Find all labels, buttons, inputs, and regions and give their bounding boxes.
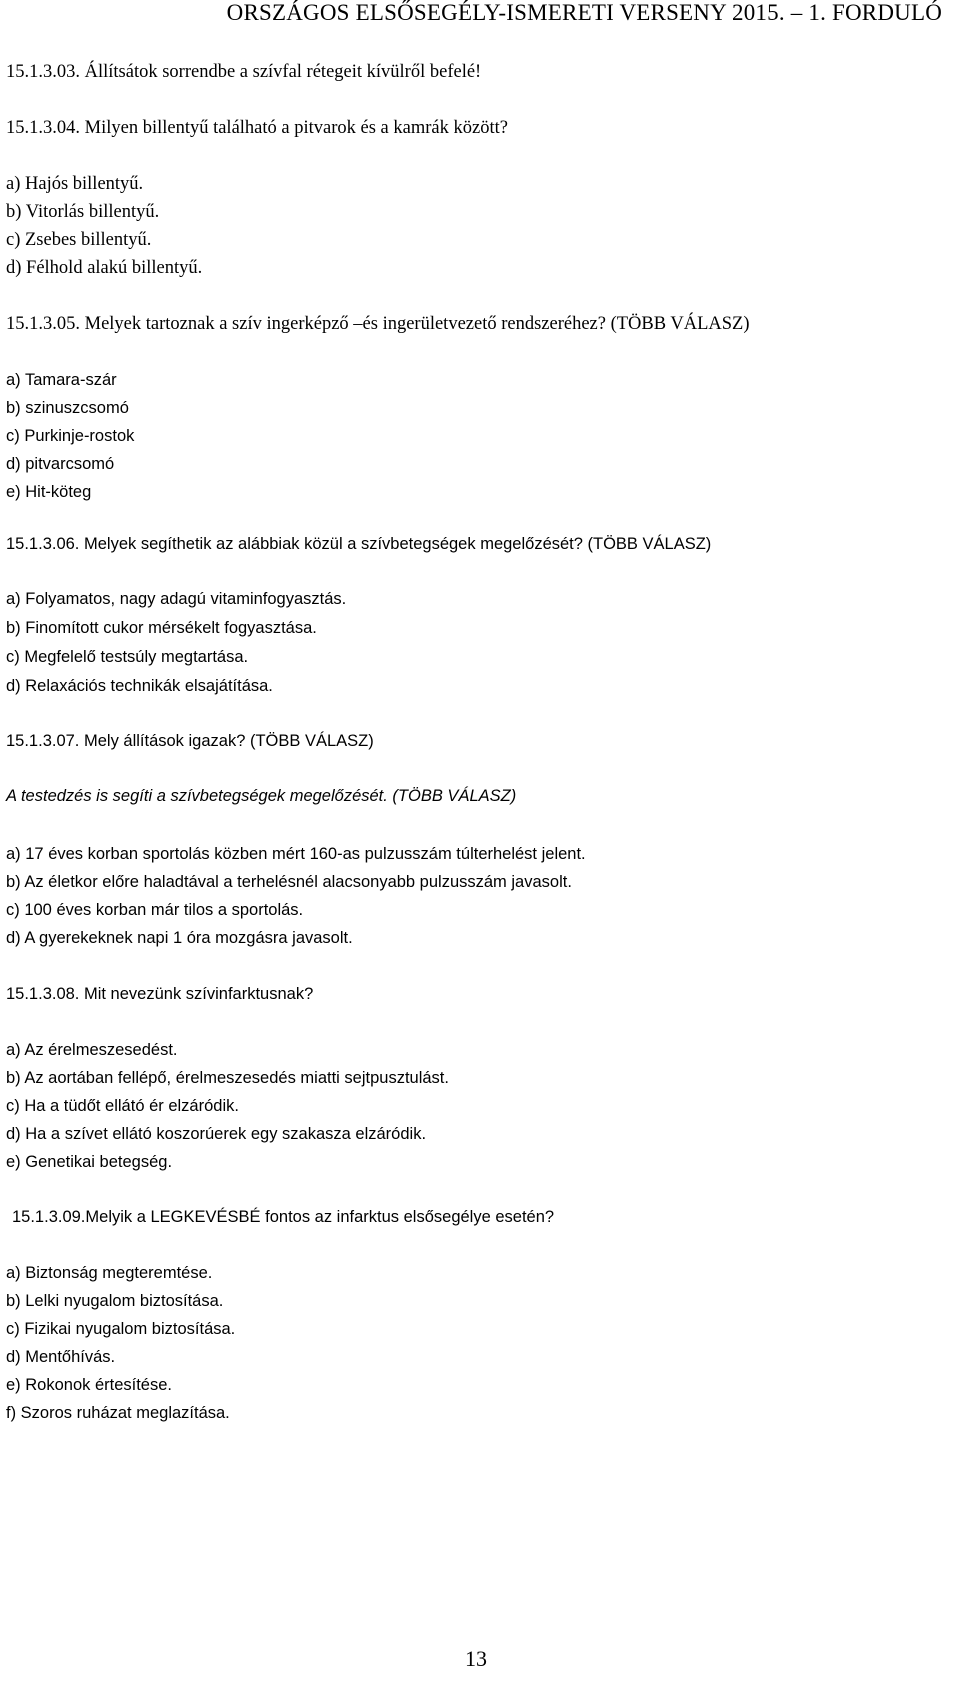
option-06-d: d) Relaxációs technikák elsajátítása. [6, 677, 273, 695]
document-header: ORSZÁGOS ELSŐSEGÉLY-ISMERETI VERSENY 2015. – 1. FORDULÓ [226, 0, 942, 25]
page-number-text: 13 [465, 1646, 487, 1671]
question-07: 15.1.3.07. Mely állítások igazak? (TÖBB VÁLASZ) [6, 732, 374, 750]
option-08-a: a) Az érelmeszesedést. [6, 1041, 178, 1059]
option-05-a: a) Tamara-szár [6, 371, 117, 389]
option-07-b: b) Az életkor előre haladtával a terhelésnél alacsonyabb pulzusszám javasolt. [6, 873, 572, 891]
option-04-c: c) Zsebes billentyű. [6, 230, 152, 250]
option-05-b: b) szinuszcsomó [6, 399, 129, 417]
option-08-e: e) Genetikai betegség. [6, 1153, 173, 1171]
option-04-d: d) Félhold alakú billentyű. [6, 258, 203, 278]
question-04: 15.1.3.04. Milyen billentyű található a pitvarok és a kamrák között? [6, 118, 508, 138]
question-06: 15.1.3.06. Melyek segíthetik az alábbiak közül a szívbetegségek megelőzését? (TÖBB VÁLASZ) [6, 535, 712, 553]
question-05: 15.1.3.05. Melyek tartoznak a szív ingerképző –és ingerületvezető rendszeréhez? (TÖBB VÁLASZ) [6, 314, 750, 334]
option-09-e: e) Rokonok értesítése. [6, 1376, 172, 1394]
page-number [0, 1646, 960, 1672]
option-09-f: f) Szoros ruházat meglazítása. [6, 1404, 230, 1422]
option-06-a: a) Folyamatos, nagy adagú vitaminfogyasztás. [6, 590, 347, 608]
option-09-a: a) Biztonság megteremtése. [6, 1264, 213, 1282]
option-08-c: c) Ha a tüdőt ellátó ér elzáródik. [6, 1097, 239, 1115]
option-07-d: d) A gyerekeknek napi 1 óra mozgásra javasolt. [6, 929, 353, 947]
option-09-b: b) Lelki nyugalom biztosítása. [6, 1292, 224, 1310]
question-03: 15.1.3.03. Állítsátok sorrendbe a szívfal rétegeit kívülről befelé! [6, 62, 482, 82]
option-06-c: c) Megfelelő testsúly megtartása. [6, 648, 249, 666]
option-07-a: a) 17 éves korban sportolás közben mért 160-as pulzusszám túlterhelést jelent. [6, 845, 586, 863]
option-04-b: b) Vitorlás billentyű. [6, 202, 160, 222]
option-09-c: c) Fizikai nyugalom biztosítása. [6, 1320, 236, 1338]
question-07-subtitle: A testedzés is segíti a szívbetegségek megelőzését. (TÖBB VÁLASZ) [6, 787, 517, 805]
option-08-b: b) Az aortában fellépő, érelmeszesedés miatti sejtpusztulást. [6, 1069, 449, 1087]
option-09-d: d) Mentőhívás. [6, 1348, 116, 1366]
question-09: 15.1.3.09.Melyik a LEGKEVÉSBÉ fontos az infarktus elsősegélye esetén? [12, 1208, 555, 1226]
option-05-e: e) Hit-köteg [6, 483, 92, 501]
option-05-c: c) Purkinje-rostok [6, 427, 135, 445]
option-07-c: c) 100 éves korban már tilos a sportolás. [6, 901, 304, 919]
option-05-d: d) pitvarcsomó [6, 455, 115, 473]
option-06-b: b) Finomított cukor mérsékelt fogyasztása. [6, 619, 317, 637]
option-04-a: a) Hajós billentyű. [6, 174, 144, 194]
option-08-d: d) Ha a szívet ellátó koszorúerek egy szakasza elzáródik. [6, 1125, 427, 1143]
question-08: 15.1.3.08. Mit nevezünk szívinfarktusnak? [6, 985, 314, 1003]
